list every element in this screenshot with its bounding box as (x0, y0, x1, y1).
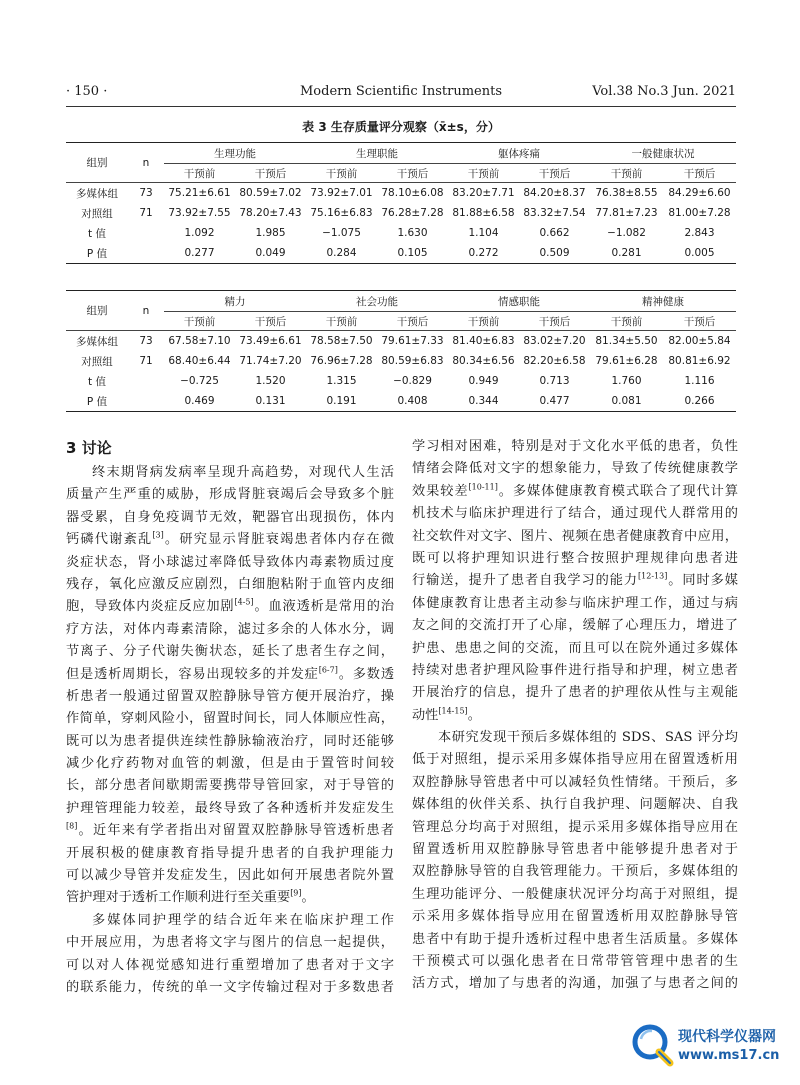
text-segment: 终末期肾病发病率呈现升高趋势，对现代人生活 (92, 465, 394, 480)
text-line (66, 484, 394, 506)
text-line (66, 731, 394, 753)
value-cell: 0.049 (235, 243, 306, 264)
row-label-cell: 多媒体组 (76, 187, 118, 200)
n-column-header: n (128, 143, 164, 183)
value-cell: 79.61±7.33 (381, 335, 444, 347)
site-name: 现代科学仪器网 (678, 1029, 776, 1045)
text-line (412, 593, 738, 615)
sample-size-cell (128, 223, 164, 243)
sub-header: 干预后 (377, 164, 448, 183)
text-segment: 管护理对于透析工作顺利进行至关重要 (66, 890, 291, 906)
text-line (66, 619, 394, 641)
text-line (412, 660, 738, 682)
row-label-cell: P 值 (66, 243, 128, 264)
table-row (66, 331, 736, 352)
left-text-column (66, 436, 394, 999)
value-cell: 0.131 (235, 391, 306, 412)
value-cell: 0.272 (448, 243, 519, 264)
value-cell: 83.02±7.20 (523, 335, 586, 347)
text-segment: 疗方法，对体内毒素清除，滤过多余的人体水分，调 (66, 621, 394, 637)
value-cell: 1.315 (326, 375, 357, 387)
journal-name: Modern Scientific Instruments (299, 84, 503, 99)
sample-size-cell: 71 (139, 207, 153, 219)
value-cell: 82.00±5.84 (668, 335, 731, 347)
text-line (66, 887, 394, 909)
table-caption: 表 3 生存质量评分观察（x̄±s，分） (302, 120, 500, 134)
text-segment: 质量产生严重的威胁，形成肾脏衰竭后会导致多个脏 (66, 487, 394, 503)
value-cell: 81.34±5.50 (595, 335, 658, 347)
citation-marker: [10-11] (468, 482, 498, 492)
citation-marker: [9] (290, 889, 302, 899)
text-line (412, 973, 738, 995)
text-line (412, 526, 738, 548)
row-label-cell: P 值 (66, 391, 128, 412)
text-segment: 活方式，增加了与患者的沟通，加强了与患者之间的 (412, 976, 738, 992)
text-segment: 媒体组的伙伴关系、执行自我护理、问题解决、自我 (412, 797, 738, 813)
text-segment: 双腔静脉导管的自我管理能力。干预后，多媒体组的 (412, 864, 738, 880)
text-segment: 行输送，提升了患者自我学习的能力 (412, 573, 639, 589)
text-line (412, 503, 738, 525)
value-cell: 0.477 (519, 391, 590, 412)
text-line (412, 772, 738, 794)
text-segment: 。 (467, 707, 481, 723)
text-segment: 。血液透析是常用的治 (253, 599, 395, 615)
value-cell: 0.284 (306, 243, 377, 264)
sub-header: 干预前 (590, 312, 663, 331)
value-cell: 82.20±6.58 (523, 355, 586, 367)
citation-marker: [12-13] (638, 571, 668, 581)
text-segment: 但是透析周期长，容易出现较多的并发症 (66, 666, 319, 682)
text-segment: 。多媒体健康教育模式联合了现代计算 (497, 483, 739, 499)
value-cell: 78.58±7.50 (310, 335, 373, 347)
citation-marker: [6-7] (318, 665, 338, 675)
value-cell: 80.34±6.56 (452, 355, 515, 367)
sample-size-cell: 73 (139, 187, 153, 199)
value-cell: 75.21±6.61 (168, 187, 231, 199)
sub-header: 干预后 (377, 312, 448, 331)
text-segment: 。研究显示肾脏衰竭患者体内存在微 (163, 532, 395, 548)
quality-of-life-table-part-1 (66, 142, 736, 264)
text-line (66, 775, 394, 797)
citation-marker: [4-5] (234, 597, 254, 607)
text-segment: 长，部分患者间歇期需要携带导管回家，对于导管的 (66, 778, 394, 794)
text-line (66, 686, 394, 708)
text-line (66, 574, 394, 596)
value-cell: 73.92±7.55 (168, 207, 231, 219)
text-line (66, 932, 394, 954)
paragraph-lines (66, 462, 394, 999)
text-line (66, 977, 394, 999)
table-row (66, 223, 736, 243)
value-cell: 73.49±6.61 (239, 335, 302, 347)
sub-header: 干预前 (448, 164, 519, 183)
table-row (66, 371, 736, 391)
value-cell: 83.20±7.71 (452, 187, 515, 199)
column-group-header: 一般健康状况 (590, 143, 736, 164)
text-line (66, 910, 394, 932)
n-column-header: n (128, 291, 164, 331)
group-column-header: 组别 (66, 143, 128, 183)
text-line (66, 529, 394, 551)
sub-header: 干预后 (663, 164, 736, 183)
text-segment: 的联系能力，传统的单一文字传输过程对于多数患者 (66, 979, 394, 995)
text-segment: 低于对照组，提示采用多媒体指导应用在留置透析用 (412, 752, 738, 768)
value-cell: 76.28±7.28 (381, 207, 444, 219)
value-cell: 1.116 (684, 375, 715, 387)
text-line (66, 865, 394, 887)
sub-header: 干预后 (519, 312, 590, 331)
sub-header: 干预前 (590, 164, 663, 183)
value-cell: −1.075 (322, 227, 361, 239)
table-header-row (66, 291, 736, 312)
value-cell: 81.40±6.83 (452, 335, 515, 347)
value-cell: 0.713 (539, 375, 570, 387)
sub-header: 干预前 (164, 312, 235, 331)
value-cell: 0.509 (519, 243, 590, 264)
row-label-cell: 对照组 (81, 207, 113, 220)
running-header (66, 84, 736, 106)
value-cell: 81.88±6.58 (452, 207, 515, 219)
text-segment: 减少化疗药物对血管的刺激，但是由于置管时间较 (66, 756, 394, 772)
value-cell: 0.105 (377, 243, 448, 264)
sub-header: 干预后 (519, 164, 590, 183)
value-cell: −0.829 (393, 375, 432, 387)
value-cell: 76.96±7.28 (310, 355, 373, 367)
text-line (412, 749, 738, 771)
value-cell: 79.61±6.28 (595, 355, 658, 367)
row-label-cell: t 值 (88, 375, 106, 388)
text-segment: 护患、患患之间的交流，而且可以在院外通过多媒体 (412, 640, 738, 656)
group-column-header: 组别 (66, 291, 128, 331)
value-cell: 80.59±7.02 (239, 187, 302, 199)
table-row (66, 351, 736, 371)
value-cell: 77.81±7.23 (595, 207, 658, 219)
header-rule (66, 106, 736, 107)
value-cell: 83.32±7.54 (523, 207, 586, 219)
sample-size-cell (128, 371, 164, 391)
text-line (412, 727, 738, 749)
sub-header: 干预前 (448, 312, 519, 331)
text-segment: 动性 (412, 707, 439, 723)
text-line (66, 462, 394, 484)
value-cell: 1.630 (397, 227, 428, 239)
text-line (412, 548, 738, 570)
text-line (66, 798, 394, 820)
text-segment: 钙磷代谢紊乱 (66, 532, 153, 548)
value-cell: 1.104 (468, 227, 499, 239)
text-line (412, 951, 738, 973)
value-cell: 81.00±7.28 (668, 207, 731, 219)
table-row (66, 203, 736, 223)
text-line (66, 708, 394, 730)
sub-header: 干预后 (235, 312, 306, 331)
text-line (66, 820, 394, 842)
text-line (412, 436, 738, 458)
text-segment: 护理管理能力较差，最终导致了各种透析并发症发生 (66, 800, 394, 816)
value-cell: 71.74±7.20 (239, 355, 302, 367)
column-group-header: 精力 (164, 291, 306, 312)
value-cell: 0.005 (663, 243, 736, 264)
row-label-cell: 多媒体组 (76, 335, 118, 348)
text-segment: 器受累，自身免疫调节无效，靶器官出现损伤，体内 (66, 509, 394, 525)
text-line (412, 705, 738, 727)
volume-info: Vol.38 No.3 Jun. 2021 (592, 84, 736, 99)
text-segment: 示采用多媒体指导应用在留置透析用双腔静脉导管 (412, 909, 738, 925)
value-cell: 0.949 (468, 375, 499, 387)
text-line (412, 861, 738, 883)
value-cell: 0.344 (448, 391, 519, 412)
text-line (66, 507, 394, 529)
text-segment: 多媒体同护理学的结合近年来在临床护理工作 (92, 912, 394, 928)
row-label-cell: 对照组 (81, 355, 113, 368)
text-line (66, 552, 394, 574)
citation-marker: [14-15] (438, 706, 468, 716)
text-segment: 可以对人体视觉感知进行重塑增加了患者对于文字 (66, 957, 394, 973)
citation-marker: [8] (66, 821, 78, 831)
text-segment: 可以减少导管并发症发生，因此如何开展患者院外置 (66, 868, 394, 884)
row-label-cell: t 值 (88, 227, 106, 240)
text-segment: 效果较差 (412, 483, 469, 499)
table-subheader-row (66, 164, 736, 183)
page-number: · 150 · (66, 84, 108, 99)
text-line (66, 753, 394, 775)
text-segment: 管理总分均高于对照组，提示采用多媒体指导应用在 (412, 819, 738, 835)
text-segment: 节离子、分子代谢失衡状态，延长了患者生存之间， (66, 644, 394, 660)
text-line (66, 664, 394, 686)
right-text-column (412, 436, 738, 996)
table-body (66, 331, 736, 412)
text-line (412, 570, 738, 592)
text-line (412, 638, 738, 660)
value-cell: 73.92±7.01 (310, 187, 373, 199)
text-line (412, 682, 738, 704)
text-segment: 干预模式可以强化患者在日常带管管理中患者的生 (412, 953, 738, 969)
text-segment: 本研究发现干预后多媒体组的 SDS、SAS 评分均 (438, 730, 738, 746)
text-line (66, 955, 394, 977)
column-group-header: 情感职能 (448, 291, 590, 312)
value-cell: 0.281 (590, 243, 663, 264)
value-cell: 1.985 (255, 227, 286, 239)
site-url: www.ms17.cn (678, 1048, 780, 1063)
text-line (412, 929, 738, 951)
text-segment: 学习相对困难，特别是对于文化水平低的患者，负性 (412, 439, 738, 454)
value-cell: 76.38±8.55 (595, 187, 658, 199)
sub-header: 干预前 (164, 164, 235, 183)
table-header-row (66, 143, 736, 164)
text-segment: 持续对患者护理风险事件进行指导和护理，树立患者 (412, 662, 738, 678)
value-cell: −0.725 (180, 375, 219, 387)
value-cell: 0.266 (663, 391, 736, 412)
text-segment: 开展积极的健康教育指导提升患者的自我护理能力 (66, 845, 394, 861)
text-segment: 炎症状态，肾小球滤过率降低导致体内毒素物质过度 (66, 554, 394, 570)
value-cell: 84.20±8.37 (523, 187, 586, 199)
value-cell: 68.40±6.44 (168, 355, 231, 367)
value-cell: 1.092 (184, 227, 215, 239)
text-segment: 双腔静脉导管患者中可以减轻负性情绪。干预后，多 (412, 774, 738, 790)
value-cell: 80.81±6.92 (668, 355, 731, 367)
text-segment: 社交软件对文字、图片、视频在患者健康教育中应用， (412, 528, 738, 544)
sample-size-cell (128, 391, 164, 412)
value-cell: 80.59±6.83 (381, 355, 444, 367)
text-segment: 既可以为患者提供连续性静脉输液治疗，同时还能够 (66, 733, 394, 749)
value-cell: 1.760 (611, 375, 642, 387)
column-group-header: 精神健康 (590, 291, 736, 312)
sample-size-cell: 71 (139, 355, 153, 367)
value-cell: 0.408 (377, 391, 448, 412)
text-line (66, 641, 394, 663)
value-cell: 78.10±6.08 (381, 187, 444, 199)
table-subheader-row (66, 312, 736, 331)
sub-header: 干预前 (306, 164, 377, 183)
sample-size-cell (128, 243, 164, 264)
site-watermark-logo (626, 1018, 796, 1078)
text-segment: 友之间的交流打开了心扉，缓解了心理压力，增进了 (412, 618, 738, 634)
text-line (412, 481, 738, 503)
citation-marker: [3] (152, 530, 164, 540)
text-line (412, 906, 738, 928)
table-row (66, 243, 736, 264)
table-row (66, 183, 736, 204)
text-segment: 生理功能评分、一般健康状况评分均高于对照组，提 (412, 886, 738, 902)
sub-header: 干预后 (235, 164, 306, 183)
text-segment: 作简单，穿刺风险小，留置时间长，同人体顺应性高， (66, 711, 394, 727)
value-cell: 78.20±7.43 (239, 207, 302, 219)
text-segment: 开展治疗的信息，提升了患者的护理依从性与主观能 (412, 685, 738, 701)
text-line (66, 843, 394, 865)
section-heading: 3 讨论 (66, 439, 112, 457)
text-segment: 体健康教育让患者主动参与临床护理工作，通过与病 (412, 595, 738, 611)
text-segment: 既可以将护理知识进行整合按照护理规律向患者进 (412, 550, 738, 566)
text-line (412, 839, 738, 861)
text-segment: 残存，氧化应激反应剧烈，白细胞粘附于血管内皮细 (66, 576, 394, 592)
text-segment: 留置透析用双腔静脉导管患者中能够提升患者对于 (412, 842, 738, 858)
magnifier-logo-icon (630, 1022, 676, 1068)
column-group-header: 社会功能 (306, 291, 448, 312)
column-group-header: 躯体疼痛 (448, 143, 590, 164)
text-line (412, 615, 738, 637)
text-line (66, 596, 394, 618)
text-segment: 。多数透 (337, 666, 395, 682)
value-cell: −1.082 (607, 227, 646, 239)
text-segment: 析患者一般通过留置双腔静脉导管方便开展治疗，操 (66, 688, 394, 704)
value-cell: 1.520 (255, 375, 286, 387)
value-cell: 0.191 (306, 391, 377, 412)
sample-size-cell: 73 (139, 335, 153, 347)
value-cell: 0.662 (539, 227, 570, 239)
text-segment: 情绪会降低对文字的想象能力，导致了传统健康教学 (412, 461, 738, 477)
paragraph-lines (412, 436, 738, 996)
text-line (412, 817, 738, 839)
column-group-header: 生理功能 (164, 143, 306, 164)
value-cell: 0.081 (590, 391, 663, 412)
text-segment: 。近年来有学者指出对留置双腔静脉导管透析患者 (77, 823, 394, 839)
text-segment: 胞，导致体内炎症反应加剧 (66, 599, 235, 615)
text-segment: 患者中有助于提升透析过程中患者生活质量。多媒体 (412, 931, 738, 947)
column-group-header: 生理职能 (306, 143, 448, 164)
value-cell: 84.29±6.60 (668, 187, 731, 199)
text-line (412, 794, 738, 816)
text-segment: 。同时多媒 (667, 573, 738, 589)
text-segment: 。 (301, 890, 315, 906)
value-cell: 2.843 (684, 227, 715, 239)
text-line (412, 458, 738, 480)
value-cell: 75.16±6.83 (310, 207, 373, 219)
table-body (66, 183, 736, 264)
table-row (66, 391, 736, 412)
text-line (412, 884, 738, 906)
text-segment: 中开展应用，为患者将文字与图片的信息一起提供， (66, 935, 394, 951)
value-cell: 0.469 (164, 391, 235, 412)
sub-header: 干预前 (306, 312, 377, 331)
value-cell: 67.58±7.10 (168, 335, 231, 347)
value-cell: 0.277 (164, 243, 235, 264)
quality-of-life-table-part-2 (66, 290, 736, 412)
text-segment: 机技术与临床护理进行了结合，通过现代人群常用的 (412, 506, 738, 522)
sub-header: 干预后 (663, 312, 736, 331)
